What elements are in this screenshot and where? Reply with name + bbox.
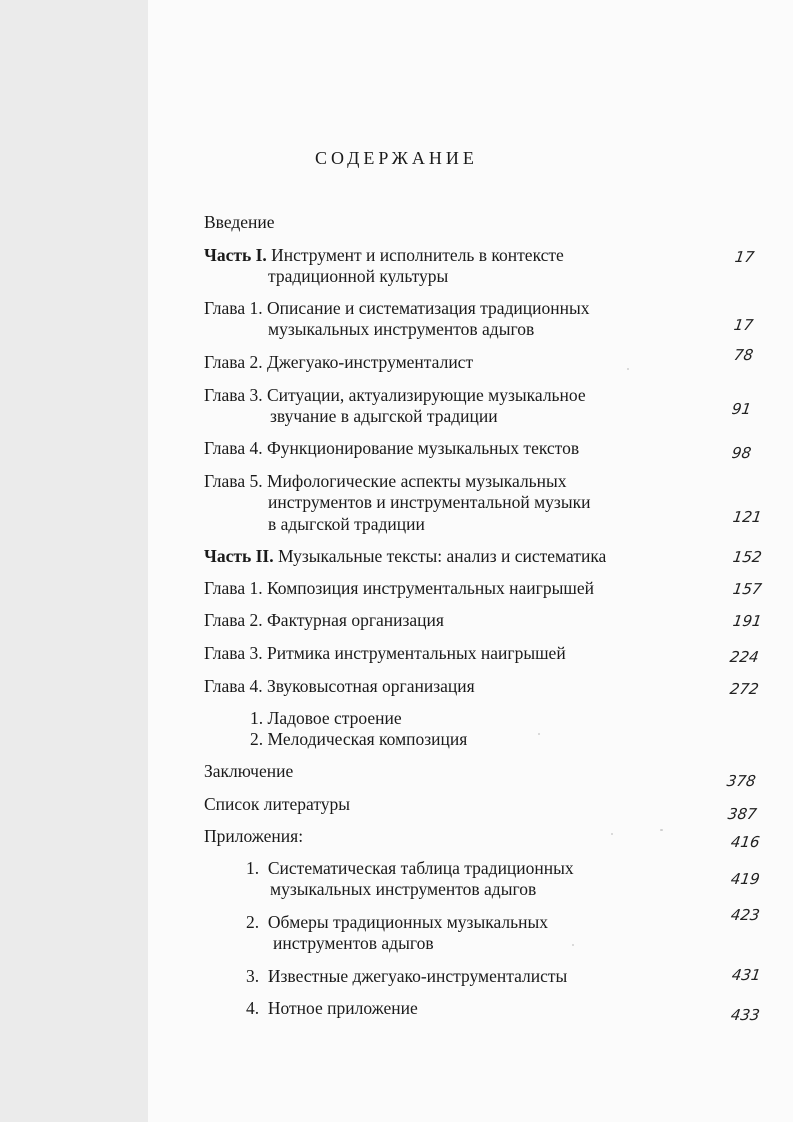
appendix-1-number: 1. [246,858,260,878]
toc-entry-ch2-1: Глава 1. Композиция инструментальных наигрышей [204,578,594,598]
appendix-4-title: Нотное приложение [267,998,418,1018]
page-number-ch2-1: 157 [731,580,763,598]
toc-entry-ch2-4: Глава 4. Звуковысотная организация [204,676,475,696]
page-number-conclusion: 378 [725,772,757,790]
page-number-ch1-1: 17 [732,316,755,334]
page-number-appendix-2: 423 [729,906,761,924]
toc-appendix-1-line1 [246,858,574,879]
toc-entry-ch2-2: Глава 2. Фактурная организация [204,610,444,630]
page-number-appendix-4: 433 [729,1006,761,1024]
scan-speck [572,944,574,946]
appendix-4-number: 4. [246,998,260,1018]
toc-entry-intro: Введение [204,212,275,232]
page-number-ch1-4: 98 [730,444,753,462]
part2-heading: Часть II. [204,546,274,566]
page-number-ch1-2: 78 [732,346,755,364]
scan-speck [611,833,613,835]
toc-entry-conclusion: Заключение [204,761,294,781]
page-number-ch1-5: 121 [731,508,763,526]
page-number-appendix-1: 419 [729,870,761,888]
toc-entry-appendix: Приложения: [204,826,304,846]
toc-entry-bibliography: Список литературы [204,794,351,814]
toc-title: СОДЕРЖАНИЕ [315,148,478,168]
part2-title: Музыкальные тексты: анализ и систематика [277,546,607,566]
page-number-bibliography: 387 [726,805,758,823]
part1-heading: Часть I. [204,245,267,265]
toc-subentry-2: 2. Мелодическая композиция [250,729,468,749]
part1-title-line2: традиционной культуры [268,266,449,286]
toc-entry-ch1-1-line1: Глава 1. Описание и систематизация традиционных [204,298,590,318]
page-number-ch2-2: 191 [731,612,763,630]
scan-speck [627,368,629,370]
toc-entry-ch1-4: Глава 4. Функционирование музыкальных текстов [204,438,580,458]
toc-entry-ch2-3: Глава 3. Ритмика инструментальных наигрышей [204,643,566,663]
appendix-2-title: Обмеры традиционных музыкальных [267,912,548,932]
page-number-part1: 17 [733,248,756,266]
scan-speck [660,829,663,831]
appendix-1-title: Систематическая таблица традиционных [267,858,574,878]
toc-entry-ch1-5-line2: инструментов и инструментальной музыки [268,492,591,512]
part1-title-line1: Инструмент и исполнитель в контексте [271,245,564,265]
appendix-2-number: 2. [246,912,260,932]
toc-appendix-4 [246,998,418,1019]
page-number-ch1-3: 91 [730,400,753,418]
toc-subentry-1: 1. Ладовое строение [250,708,402,728]
appendix-3-number: 3. [246,966,260,986]
appendix-3-title: Известные джегуако-инструменталисты [267,966,568,986]
scan-speck [538,733,540,735]
toc-entry-part1 [204,245,564,266]
toc-entry-part2 [204,546,606,567]
toc-entry-ch1-5-line1: Глава 5. Мифологические аспекты музыкальных [204,471,567,491]
toc-entry-ch1-3-line1: Глава 3. Ситуации, актуализирующие музыкальное [204,385,586,405]
page-number-ch2-4: 272 [728,680,760,698]
page-number-part2: 152 [731,548,763,566]
page-number-ch2-3: 224 [728,648,760,666]
toc-entry-ch1-5-line3: в адыгской традиции [268,514,425,534]
page-number-appendix-3: 431 [730,966,762,984]
toc-entry-ch1-2: Глава 2. Джегуако-инструменталист [204,352,474,372]
page-number-appendix: 416 [729,833,761,851]
toc-appendix-2-line1 [246,912,548,933]
toc-appendix-2-line2: инструментов адыгов [273,933,434,953]
toc-appendix-1-line2: музыкальных инструментов адыгов [270,879,537,899]
toc-entry-ch1-3-line2: звучание в адыгской традиции [270,406,498,426]
toc-appendix-3 [246,966,567,987]
toc-entry-ch1-1-line2: музыкальных инструментов адыгов [268,319,535,339]
